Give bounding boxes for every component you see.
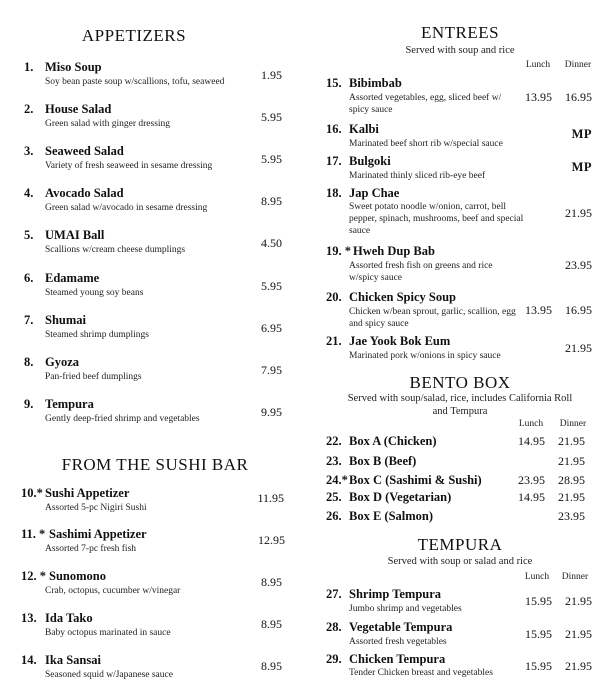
item-number: 22. bbox=[326, 434, 342, 448]
item-description: Gently deep-fried shrimp and vegetables bbox=[45, 414, 200, 424]
item-number: 19. * bbox=[326, 244, 351, 258]
item-number: 20. bbox=[326, 290, 342, 304]
appetizers-title: APPETIZERS bbox=[81, 26, 187, 45]
item-name: Box D (Vegetarian) bbox=[349, 490, 452, 504]
item-description: Assorted fresh vegetables bbox=[349, 637, 447, 647]
item-name: Bibimbab bbox=[349, 76, 402, 90]
item-dinner-price: 21.95 bbox=[558, 454, 585, 468]
item-number: 1. bbox=[24, 60, 34, 74]
item-name: Sunomono bbox=[49, 569, 106, 583]
item-number: 2. bbox=[24, 102, 34, 116]
entrees-subtitle: Served with soup and rice bbox=[405, 45, 515, 56]
item-name: Miso Soup bbox=[45, 60, 102, 74]
item-name: Box E (Salmon) bbox=[349, 509, 434, 523]
item-price: 5.95 bbox=[261, 110, 282, 124]
item-price: 8.95 bbox=[261, 659, 282, 673]
item-description: Green salad w/avocado in sesame dressing bbox=[45, 203, 208, 213]
entrees-title: ENTREES bbox=[420, 23, 500, 42]
item-number: 21. bbox=[326, 334, 342, 348]
item-name: Chicken Tempura bbox=[349, 652, 446, 666]
item-name: Hweh Dup Bab bbox=[353, 244, 435, 258]
item-number: 14. bbox=[21, 653, 37, 667]
tempura-subtitle: Served with soup or salad and rice bbox=[387, 556, 533, 567]
item-name: House Salad bbox=[45, 102, 112, 116]
item-description: Assorted 7-pc fresh fish bbox=[45, 544, 137, 554]
item-name: Tempura bbox=[45, 397, 94, 411]
item-description: Jumbo shrimp and vegetables bbox=[349, 604, 462, 614]
item-description: Steamed young soy beans bbox=[45, 288, 144, 298]
item-name: Ida Tako bbox=[45, 611, 93, 625]
item-dinner-price: 23.95 bbox=[558, 509, 585, 523]
item-number: 10.* bbox=[21, 486, 43, 500]
item-dinner-price: MP bbox=[571, 127, 592, 141]
lunch-column-header: Lunch bbox=[524, 572, 550, 582]
item-number: 13. bbox=[21, 611, 37, 625]
item-dinner-price: 21.95 bbox=[558, 434, 585, 448]
lunch-column-header: Lunch bbox=[518, 419, 544, 429]
item-number: 7. bbox=[24, 313, 34, 327]
bento-box-title: BENTO BOX bbox=[409, 373, 511, 392]
item-number: 5. bbox=[24, 228, 34, 242]
item-name: Chicken Spicy Soup bbox=[349, 290, 456, 304]
item-name: Edamame bbox=[45, 271, 100, 285]
item-description: Green salad with ginger dressing bbox=[45, 119, 171, 129]
item-description: Sweet potato noodle w/onion, carrot, bell pepper, spinach, mushrooms, beef and special sauce bbox=[349, 202, 524, 236]
lunch-column-header: Lunch bbox=[525, 60, 551, 70]
item-price: 6.95 bbox=[261, 321, 282, 335]
item-number: 25. bbox=[326, 490, 342, 504]
item-price: 4.50 bbox=[261, 236, 282, 250]
item-name: Box B (Beef) bbox=[349, 454, 417, 468]
item-price: 11.95 bbox=[257, 491, 284, 505]
item-name: Seaweed Salad bbox=[45, 144, 124, 158]
item-description: Seasoned squid w/Japanese sauce bbox=[45, 670, 173, 680]
item-number: 26. bbox=[326, 509, 342, 523]
item-description: Baby octopus marinated in sauce bbox=[45, 628, 171, 638]
item-name: Avocado Salad bbox=[45, 186, 124, 200]
item-description: Marinated pork w/onions in spicy sauce bbox=[349, 351, 501, 361]
item-number: 27. bbox=[326, 587, 342, 601]
item-name: Box A (Chicken) bbox=[349, 434, 437, 448]
item-number: 16. bbox=[326, 122, 342, 136]
item-description: Marinated thinly sliced rib-eye beef bbox=[349, 171, 486, 181]
item-lunch-price: 13.95 bbox=[525, 303, 552, 317]
item-number: 17. bbox=[326, 154, 342, 168]
item-price: 8.95 bbox=[261, 575, 282, 589]
item-number: 28. bbox=[326, 620, 342, 634]
item-description: Steamed shrimp dumplings bbox=[45, 330, 149, 340]
item-lunch-price: 15.95 bbox=[525, 627, 552, 641]
item-price: 1.95 bbox=[261, 68, 282, 82]
item-lunch-price: 15.95 bbox=[525, 659, 552, 673]
item-description: Crab, octopus, cucumber w/vinegar bbox=[45, 586, 181, 596]
item-price: 12.95 bbox=[258, 533, 285, 547]
item-name: Bulgoki bbox=[349, 154, 391, 168]
item-number: 12. * bbox=[21, 569, 46, 583]
item-description: Variety of fresh seaweed in sesame dressing bbox=[45, 161, 213, 171]
item-number: 9. bbox=[24, 397, 34, 411]
item-dinner-price: 21.95 bbox=[565, 627, 592, 641]
item-name: Sushi Appetizer bbox=[45, 486, 130, 500]
item-name: Shumai bbox=[45, 313, 86, 327]
dinner-column-header: Dinner bbox=[561, 572, 589, 582]
item-number: 18. bbox=[326, 186, 342, 200]
bento-box-subtitle-line-2: and Tempura bbox=[432, 406, 488, 417]
item-dinner-price: 21.95 bbox=[565, 206, 592, 220]
item-lunch-price: 23.95 bbox=[518, 473, 545, 487]
item-description: Chicken w/bean sprout, garlic, scallion, egg and spicy sauce bbox=[349, 307, 516, 329]
item-name: Kalbi bbox=[349, 122, 379, 136]
item-description: Scallions w/cream cheese dumplings bbox=[45, 245, 186, 255]
item-description: Assorted fresh fish on greens and rice w/spicy sauce bbox=[349, 261, 493, 283]
item-price: 9.95 bbox=[261, 405, 282, 419]
item-dinner-price: 21.95 bbox=[565, 341, 592, 355]
item-description: Assorted 5-pc Nigiri Sushi bbox=[45, 503, 147, 513]
item-name: Vegetable Tempura bbox=[349, 620, 453, 634]
item-dinner-price: 21.95 bbox=[565, 594, 592, 608]
item-number: 15. bbox=[326, 76, 342, 90]
item-lunch-price: 13.95 bbox=[525, 90, 552, 104]
item-description: Tender Chicken breast and vegetables bbox=[349, 668, 493, 678]
item-name: Shrimp Tempura bbox=[349, 587, 442, 601]
bento-box-subtitle-line-1: Served with soup/salad, rice, includes California Roll bbox=[347, 393, 573, 404]
dinner-column-header: Dinner bbox=[564, 60, 592, 70]
item-number: 23. bbox=[326, 454, 342, 468]
item-number: 8. bbox=[24, 355, 34, 369]
item-number: 4. bbox=[24, 186, 34, 200]
item-price: 5.95 bbox=[261, 152, 282, 166]
item-dinner-price: 23.95 bbox=[565, 258, 592, 272]
item-price: 8.95 bbox=[261, 194, 282, 208]
item-name: Box C (Sashimi & Sushi) bbox=[349, 473, 482, 487]
item-lunch-price: 14.95 bbox=[518, 490, 545, 504]
item-price: 7.95 bbox=[261, 363, 282, 377]
item-number: 29. bbox=[326, 652, 342, 666]
item-dinner-price: 21.95 bbox=[565, 659, 592, 673]
item-name: Sashimi Appetizer bbox=[49, 527, 147, 541]
item-name: Ika Sansai bbox=[45, 653, 101, 667]
sushi-bar-title: FROM THE SUSHI BAR bbox=[61, 455, 249, 474]
item-number: 3. bbox=[24, 144, 34, 158]
item-price: 8.95 bbox=[261, 617, 282, 631]
item-lunch-price: 14.95 bbox=[518, 434, 545, 448]
item-number: 24.* bbox=[326, 473, 348, 487]
item-dinner-price: 16.95 bbox=[565, 303, 592, 317]
item-description: Marinated beef short rib w/special sauce bbox=[349, 139, 503, 149]
item-lunch-price: 15.95 bbox=[525, 594, 552, 608]
item-description: Soy bean paste soup w/scallions, tofu, seaweed bbox=[45, 77, 225, 87]
item-name: Jae Yook Bok Eum bbox=[349, 334, 451, 348]
item-dinner-price: MP bbox=[571, 160, 592, 174]
item-dinner-price: 28.95 bbox=[558, 473, 585, 487]
item-price: 5.95 bbox=[261, 279, 282, 293]
item-number: 11. * bbox=[21, 527, 46, 541]
tempura-title: TEMPURA bbox=[417, 535, 503, 554]
item-number: 6. bbox=[24, 271, 34, 285]
item-dinner-price: 21.95 bbox=[558, 490, 585, 504]
item-description: Assorted vegetables, egg, sliced beef w/ spicy sauce bbox=[349, 93, 502, 115]
item-dinner-price: 16.95 bbox=[565, 90, 592, 104]
dinner-column-header: Dinner bbox=[559, 419, 587, 429]
item-name: Jap Chae bbox=[349, 186, 400, 200]
item-name: Gyoza bbox=[45, 355, 80, 369]
item-description: Pan-fried beef dumplings bbox=[45, 372, 142, 382]
item-name: UMAI Ball bbox=[45, 228, 105, 242]
